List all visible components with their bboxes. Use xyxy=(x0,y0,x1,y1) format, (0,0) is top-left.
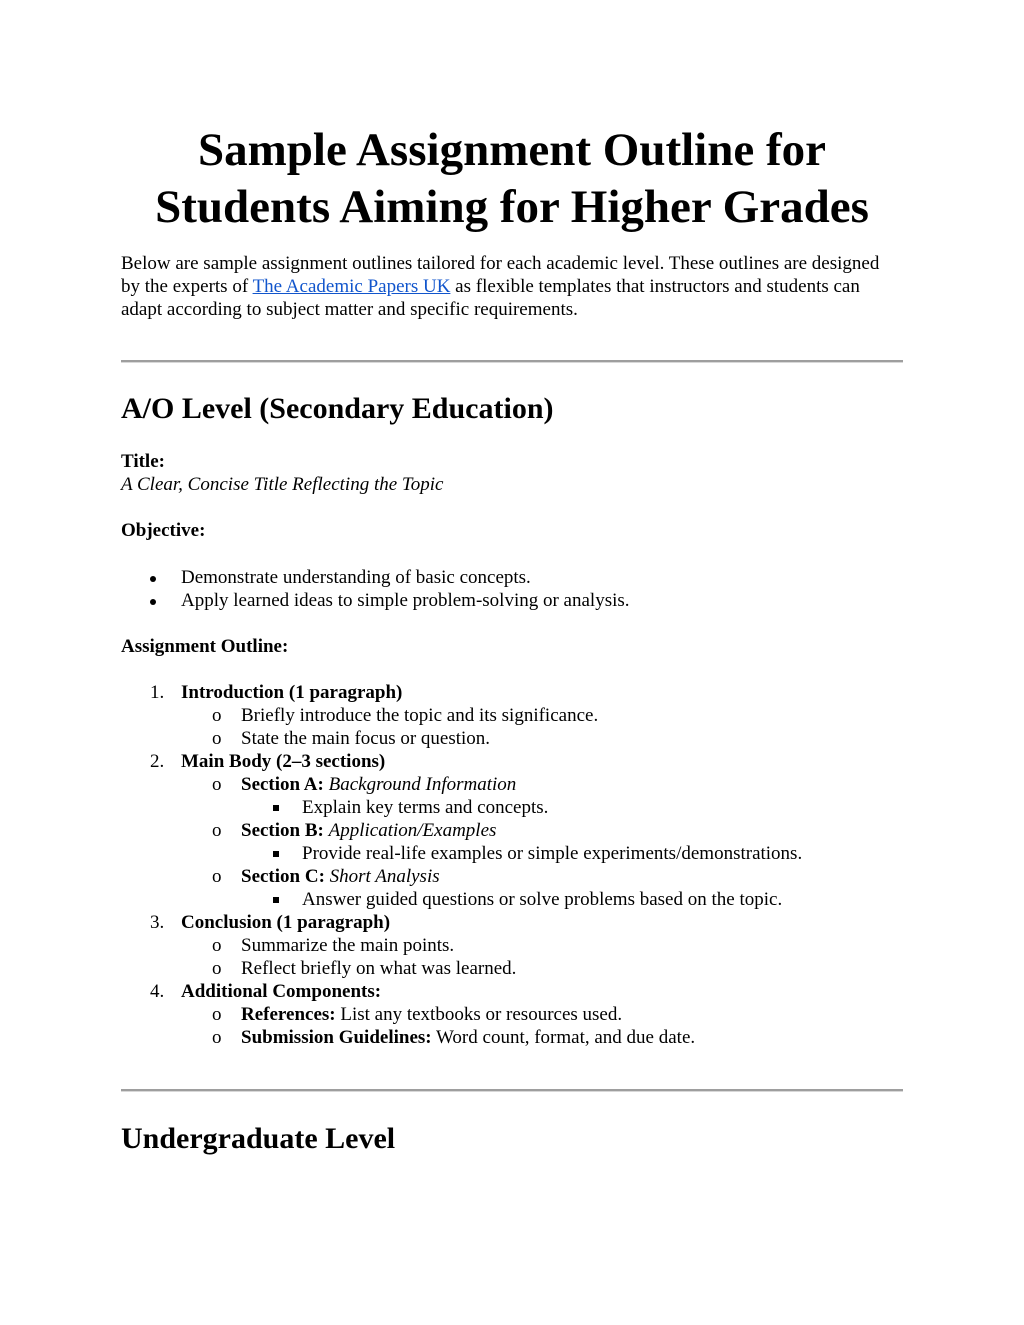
outline-item-label: Introduction (1 paragraph) xyxy=(181,682,403,703)
outline-item-conclusion xyxy=(181,911,390,934)
square-bullet-icon xyxy=(273,897,279,903)
page-title: Sample Assignment Outline for Students Aiming for Higher Grades xyxy=(155,124,869,233)
assignment-outline-label: Assignment Outline: xyxy=(121,636,289,657)
square-bullet-icon xyxy=(273,805,279,811)
square-bullet-icon xyxy=(273,851,279,857)
list-number: 2. xyxy=(150,751,165,772)
sub-bullet-icon: o xyxy=(212,935,222,956)
objective-item: Apply learned ideas to simple problem-solving or analysis. xyxy=(181,590,630,611)
objective-label: Objective: xyxy=(121,520,206,541)
sub-bullet-icon: o xyxy=(212,820,222,841)
section-a-title: Background Information xyxy=(328,774,517,795)
outline-item-label: Conclusion (1 paragraph) xyxy=(181,912,391,933)
section-heading-undergraduate: Undergraduate Level xyxy=(121,1122,396,1155)
outline-item-main-body xyxy=(181,750,385,773)
section-a-label: Section A: xyxy=(241,774,324,795)
bullet-dot-icon xyxy=(150,599,156,605)
section-a-item xyxy=(241,773,516,796)
submission-item xyxy=(241,1026,695,1049)
objective-item: Demonstrate understanding of basic concepts. xyxy=(181,567,531,588)
references-label: References: xyxy=(241,1004,336,1025)
references-text: List any textbooks or resources used. xyxy=(340,1004,623,1025)
section-divider xyxy=(121,360,903,363)
sub-bullet-icon: o xyxy=(212,728,222,749)
section-b-detail: Provide real-life examples or simple experiments/demonstrations. xyxy=(302,843,803,864)
sub-item: Briefly introduce the topic and its significance. xyxy=(241,705,599,726)
section-b-item xyxy=(241,819,496,842)
sub-bullet-icon: o xyxy=(212,958,222,979)
section-c-item xyxy=(241,865,440,888)
bullet-dot-icon xyxy=(150,576,156,582)
section-c-detail: Answer guided questions or solve problems based on the topic. xyxy=(302,889,783,910)
sub-item: State the main focus or question. xyxy=(241,728,491,749)
section-c-label: Section C: xyxy=(241,866,325,887)
section-divider xyxy=(121,1089,903,1092)
section-heading-ao-level: A/O Level (Secondary Education) xyxy=(121,392,554,425)
sub-bullet-icon: o xyxy=(212,866,222,887)
section-c-title: Short Analysis xyxy=(329,866,440,887)
submission-label: Submission Guidelines: xyxy=(241,1027,432,1048)
outline-item-label: Additional Components: xyxy=(181,981,382,1002)
sub-bullet-icon: o xyxy=(212,1004,222,1025)
list-number: 3. xyxy=(150,912,165,933)
section-b-title: Application/Examples xyxy=(328,820,497,841)
intro-paragraph xyxy=(121,252,903,321)
outline-item-introduction xyxy=(181,681,402,704)
submission-text: Word count, format, and due date. xyxy=(436,1027,696,1048)
sub-bullet-icon: o xyxy=(212,705,222,726)
section-b-label: Section B: xyxy=(241,820,324,841)
intro-text-before-link: Below are sample assignment outlines tailored for each academic level. These outlines are designed by the experts of xyxy=(121,253,880,297)
outline-item-label: Main Body (2–3 sections) xyxy=(181,751,386,772)
list-number: 1. xyxy=(150,682,165,703)
sub-bullet-icon: o xyxy=(212,1027,222,1048)
list-number: 4. xyxy=(150,981,165,1002)
sub-item: Summarize the main points. xyxy=(241,935,455,956)
sub-item: Reflect briefly on what was learned. xyxy=(241,958,517,979)
academic-papers-link[interactable]: The Academic Papers UK xyxy=(252,276,451,297)
section-a-detail: Explain key terms and concepts. xyxy=(302,797,549,818)
outline-item-additional xyxy=(181,980,381,1003)
references-item xyxy=(241,1003,622,1026)
sub-bullet-icon: o xyxy=(212,774,222,795)
title-value: A Clear, Concise Title Reflecting the Topic xyxy=(121,474,444,495)
intro-text-after-link: as flexible templates that instructors and students can adapt according to subject matter and specific requirements. xyxy=(121,276,860,320)
title-label: Title: xyxy=(121,451,165,472)
